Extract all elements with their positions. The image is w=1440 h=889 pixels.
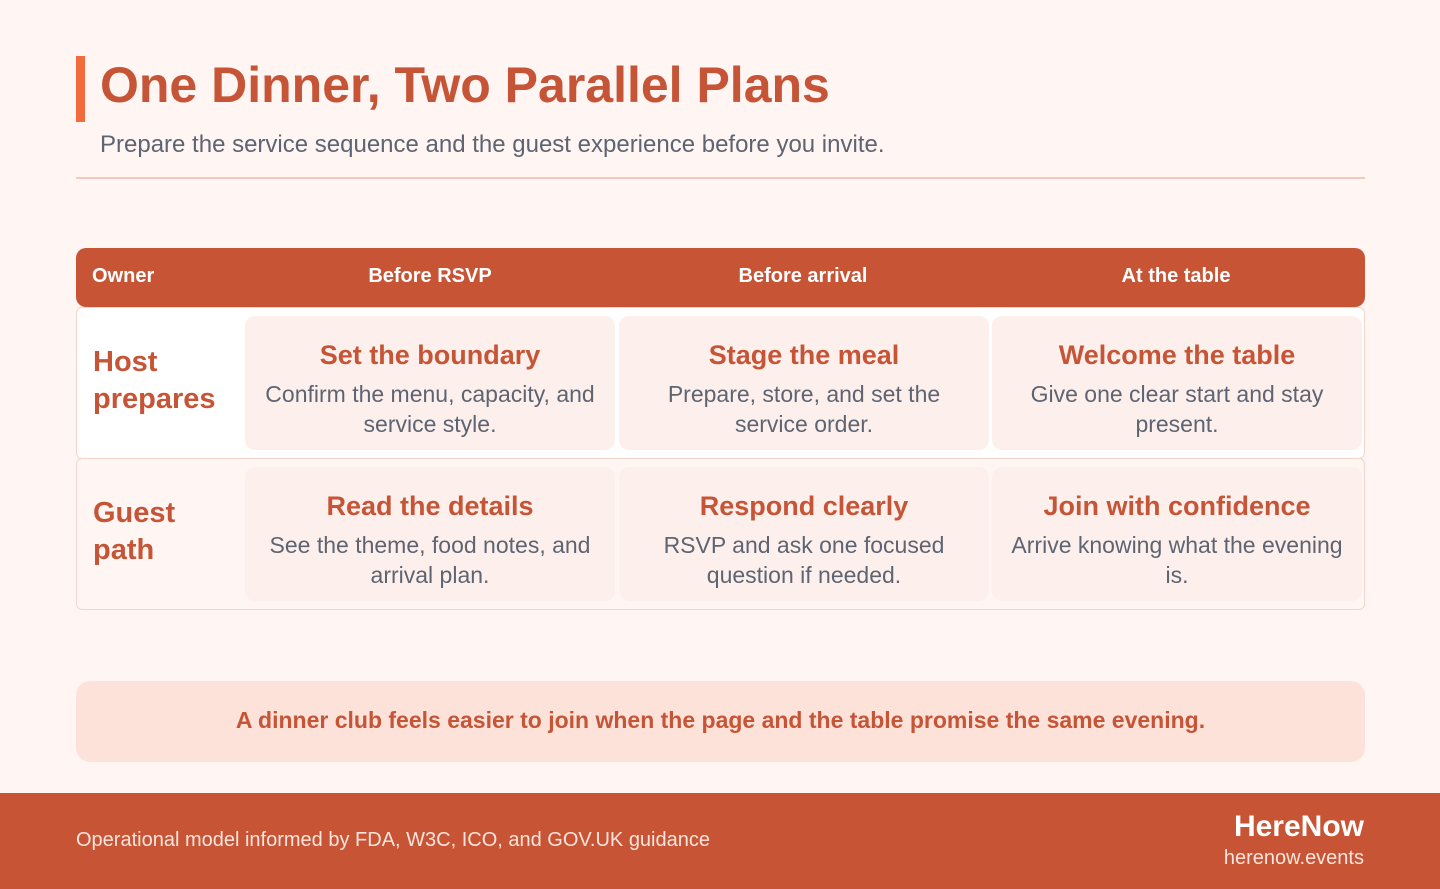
column-header-at-the-table: At the table (1121, 265, 1231, 287)
header-divider (76, 177, 1365, 179)
table-cell (619, 316, 989, 450)
cell-text: See the theme, food notes, and arrival plan. (269, 532, 591, 588)
cell-text: Confirm the menu, capacity, and service style. (265, 381, 595, 437)
cell-title: Respond clearly (699, 491, 909, 521)
callout-banner: A dinner club feels easier to join when the page and the table promise the same evening. (76, 681, 1365, 762)
cell-title: Read the details (326, 491, 534, 521)
column-header-before-rsvp: Before RSVP (368, 265, 492, 287)
row-owner-label: Guest path (93, 497, 176, 566)
table-row-host (76, 307, 1365, 459)
brand-block (1224, 809, 1364, 871)
cell-title: Set the boundary (319, 340, 541, 370)
brand-name: HereNow (1233, 810, 1364, 843)
cell-title: Join with confidence (1043, 491, 1311, 521)
column-header-owner: Owner (92, 265, 155, 287)
table-cell (992, 316, 1362, 450)
table-cell (619, 467, 989, 601)
table-cell (245, 467, 615, 601)
column-header-before-arrival: Before arrival (738, 265, 868, 287)
table-cell (992, 467, 1362, 601)
table-row-guest (76, 458, 1365, 610)
title-accent-bar (76, 56, 85, 122)
table-cell (245, 316, 615, 450)
cell-text: Arrive knowing what the evening is. (1011, 532, 1343, 588)
brand-url: herenow.events (1223, 847, 1364, 869)
cell-text: Give one clear start and stay present. (1030, 381, 1324, 437)
cell-title: Stage the meal (708, 340, 900, 370)
page-subtitle: Prepare the service sequence and the guest experience before you invite. (100, 131, 885, 158)
cell-text: RSVP and ask one focused question if needed. (663, 532, 945, 588)
table-header (76, 248, 1365, 307)
cell-text: Prepare, store, and set the service order. (667, 381, 941, 437)
page-title: One Dinner, Two Parallel Plans (100, 57, 830, 113)
footer (0, 793, 1440, 889)
footer-source-note: Operational model informed by FDA, W3C, ICO, and GOV.UK guidance (76, 829, 710, 851)
cell-title: Welcome the table (1058, 340, 1296, 370)
row-owner-label: Host prepares (93, 346, 216, 415)
